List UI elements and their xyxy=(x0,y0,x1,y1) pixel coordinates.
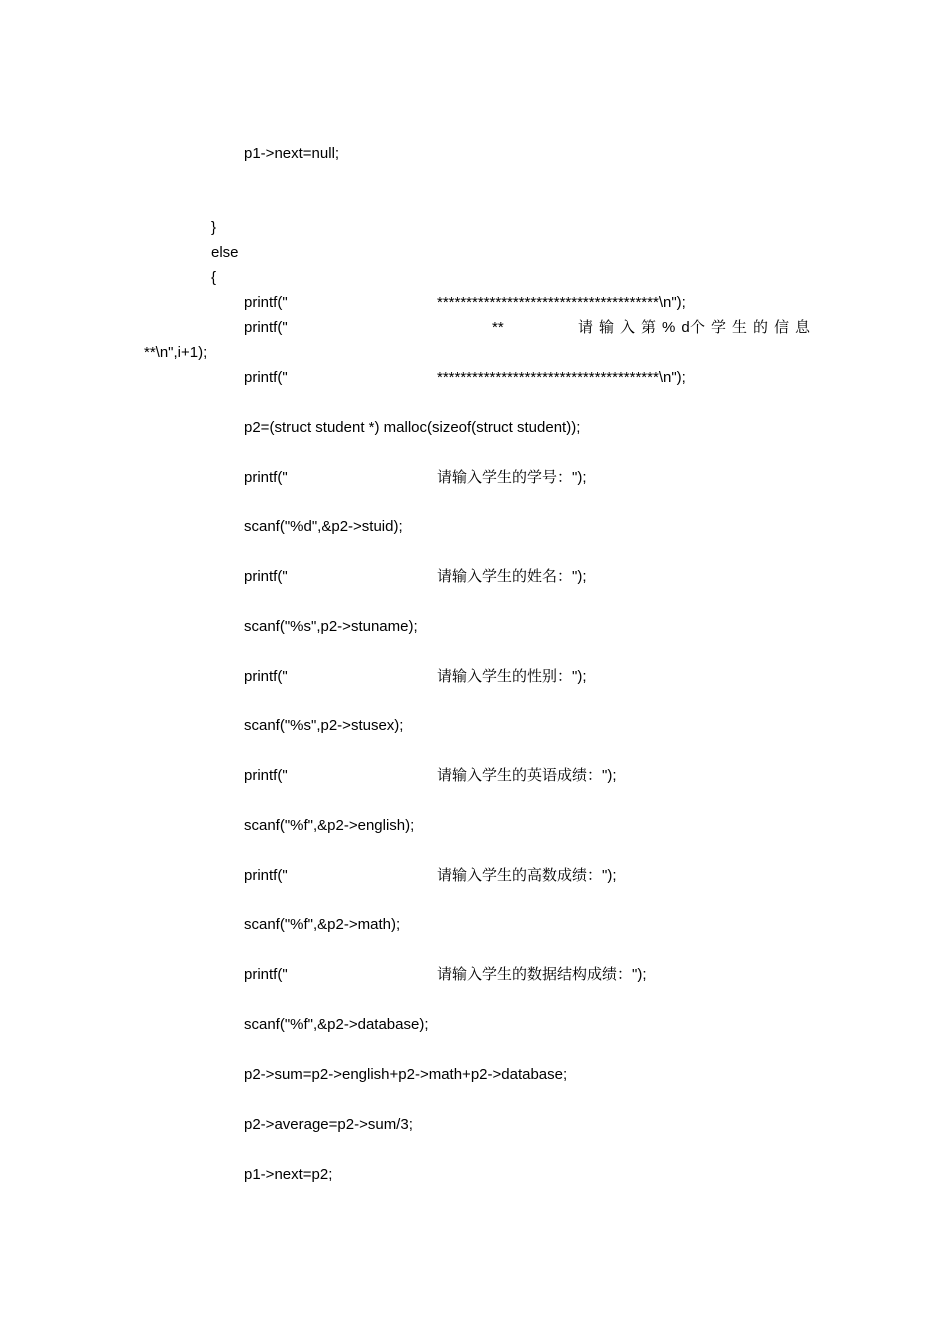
code-line: 请输入学生的高数成绩："); xyxy=(437,867,617,884)
code-line: printf(" xyxy=(244,767,288,784)
code-line: printf(" xyxy=(244,966,288,983)
code-line: scanf("%f",&p2->database); xyxy=(244,1016,429,1033)
code-line: 请输入学生的姓名："); xyxy=(437,568,587,585)
code-line: 请输入第%d xyxy=(578,319,696,336)
code-line: scanf("%s",p2->stusex); xyxy=(244,717,404,734)
code-line: p1->next=null; xyxy=(244,145,340,162)
code-line: p2->sum=p2->english+p2->math+p2->database; xyxy=(244,1066,568,1083)
code-line: p1->next=p2; xyxy=(244,1166,333,1183)
code-line: scanf("%s",p2->stuname); xyxy=(244,618,418,635)
code-line: ** xyxy=(492,319,504,336)
code-line: printf(" xyxy=(244,668,288,685)
code-line: else xyxy=(211,244,239,261)
code-line: printf(" xyxy=(244,469,288,486)
code-line: 请输入学生的性别："); xyxy=(437,668,587,685)
code-line: 请输入学生的英语成绩："); xyxy=(437,767,617,784)
code-line: printf(" xyxy=(244,294,288,311)
code-line: { xyxy=(211,269,217,286)
code-line: 请输入学生的学号："); xyxy=(437,469,587,486)
code-line: **\n",i+1); xyxy=(144,344,208,361)
code-line: p2->average=p2->sum/3; xyxy=(244,1116,413,1133)
code-line: **************************************\n"); xyxy=(437,294,686,311)
code-line: printf(" xyxy=(244,568,288,585)
code-line: printf(" xyxy=(244,319,288,336)
code-line: 请输入学生的数据结构成绩："); xyxy=(437,966,647,983)
code-line: 个学生的信息 xyxy=(690,319,817,336)
code-line: scanf("%d",&p2->stuid); xyxy=(244,518,403,535)
code-line: scanf("%f",&p2->english); xyxy=(244,817,415,834)
code-line: p2=(struct student *) malloc(sizeof(struct student)); xyxy=(244,419,581,436)
code-line: printf(" xyxy=(244,369,288,386)
code-line: } xyxy=(211,219,217,236)
code-line: scanf("%f",&p2->math); xyxy=(244,916,401,933)
code-line: printf(" xyxy=(244,867,288,884)
code-line: **************************************\n"); xyxy=(437,369,686,386)
